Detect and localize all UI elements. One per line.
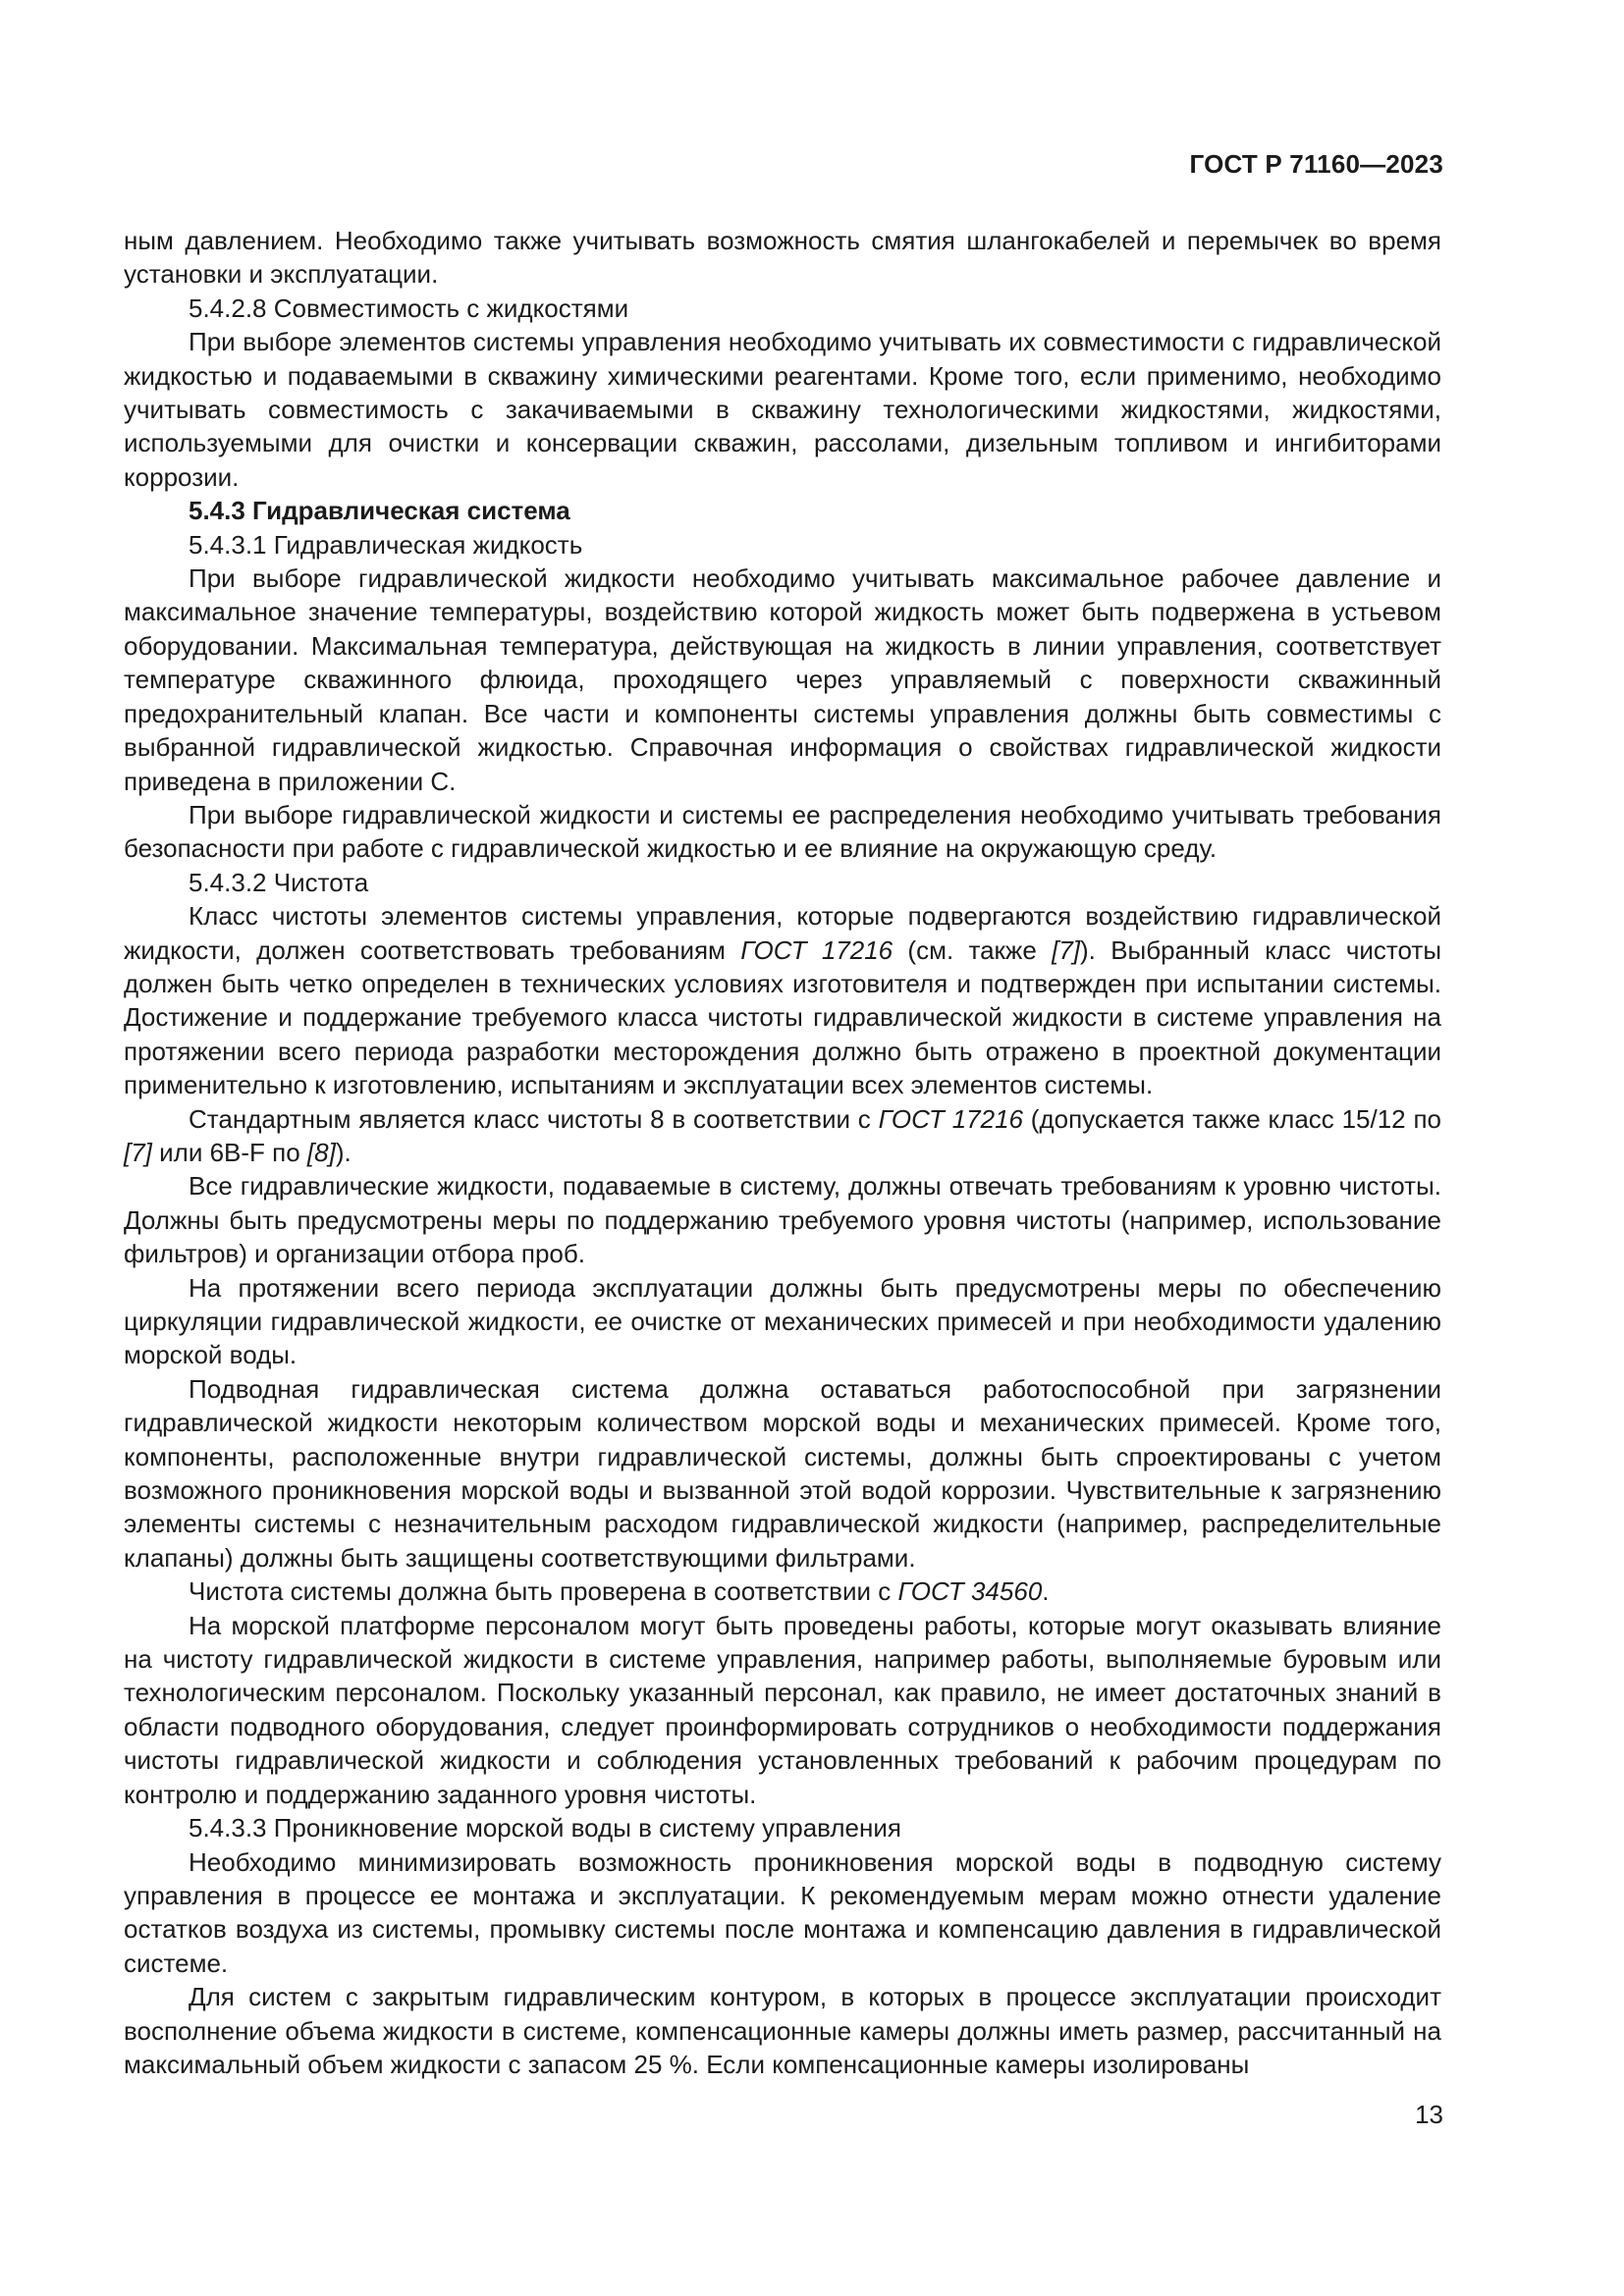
standard-reference: ГОСТ 17216 — [878, 1103, 1023, 1134]
paragraph-contamination: Подводная гидравлическая система должна оставаться работоспособной при загрязнении гидравлической жидкости некоторым количеством морской воды и механических примесей. Кроме того, компоненты, расположенные внутри гидравлической системы, должны быть спроектированы с учетом возможного проникновения морской воды и вызванной этой водой коррозии. Чувствительные к загрязнению элементы системы с незначительным расходом гидравлической жидкости (например, распределительные клапаны) должны быть защищены соответствующими фильтрами. — [124, 1373, 1441, 1573]
section-heading-5-4-3: 5.4.3 Гидравлическая система — [189, 496, 570, 526]
paragraph-standard-class — [124, 1102, 1441, 1170]
paragraph-text: . — [1042, 1576, 1050, 1607]
paragraph-fluid-requirements: Все гидравлические жидкости, подаваемые в систему, должны отвечать требованиям к уровню чистоты. Должны быть предусмотрены меры по поддержанию требуемого уровня чистоты (например, использование фильтров) и организации отбора проб. — [124, 1171, 1441, 1269]
paragraph-text: Класс чистоты элементов системы управления, которые подвергаются воздействию гидравлической жидкости, должен соответствовать требованиям — [124, 901, 1441, 965]
paragraph-closed-loop: Для систем с закрытым гидравлическим контуром, в которых в процессе эксплуатации происходит восполнение объема жидкости в системе, компенсационные камеры должны иметь размер, рассчитанный на максимальный объем жидкости с запасом 25 %. Если компенсационные камеры изолированы — [124, 1982, 1441, 2079]
bibliography-reference: [7] — [1052, 934, 1081, 965]
document-header: ГОСТ Р 71160—2023 — [1189, 149, 1443, 179]
bibliography-reference: [8] — [306, 1137, 336, 1167]
paragraph-safety-requirements: При выборе гидравлической жидкости и системы ее распределения необходимо учитывать требования безопасности при работе с гидравлической жидкостью и ее влияние на окружающую среду. — [124, 799, 1441, 864]
paragraph-circulation: На протяжении всего периода эксплуатации должны быть предусмотрены меры по обеспечению циркуляции гидравлической жидкости, ее очистке от механических примесей и при необходимости удалению морской воды. — [124, 1272, 1441, 1370]
standard-reference: ГОСТ 17216 — [740, 934, 893, 965]
section-heading-5-4-3-3: 5.4.3.3 Проникновение морской воды в систему управления — [189, 1813, 901, 1843]
standard-reference: ГОСТ 34560 — [897, 1576, 1043, 1607]
document-body — [124, 224, 1441, 2081]
paragraph-text: Стандартным является класс чистоты 8 в соответствии с — [189, 1103, 879, 1134]
bibliography-reference: [7] — [124, 1137, 152, 1167]
section-heading-5-4-3-1: 5.4.3.1 Гидравлическая жидкость — [189, 529, 583, 560]
paragraph-continuation: ным давлением. Необходимо также учитывать возможность смятия шлангокабелей и перемычек во время установки и эксплуатации. — [124, 226, 1441, 290]
paragraph-text: (см. также — [893, 934, 1053, 965]
page-number: 13 — [1415, 2100, 1443, 2129]
paragraph-text: или 6В-F по — [151, 1137, 307, 1167]
paragraph-text: (допускается также класс 15/12 по — [1023, 1103, 1441, 1134]
section-heading-5-4-3-2: 5.4.3.2 Чистота — [189, 867, 369, 897]
paragraph-compatibility: При выборе элементов системы управления необходимо учитывать их совместимости с гидравлической жидкостью и подаваемыми в скважину химическими реагентами. Кроме того, если применимо, необходимо учитывать совместимость с закачиваемыми в скважину технологическими жидкостями, жидкостями, используемыми для очистки и консервации скважин, рассолами, дизельным топливом и ингибиторами коррозии. — [124, 327, 1441, 492]
paragraph-text: ). Выбранный класс чистоты должен быть четко определен в технических условиях изготовителя и подтвержден при испытании системы. Достижение и поддержание требуемого класса чистоты гидравлической жидкости в системе управления на протяжении всего периода разработки месторождения должно быть отражено в проектной документации применительно к изготовлению, испытаниям и эксплуатации всех элементов системы. — [124, 934, 1442, 1100]
paragraph-text: Чистота системы должна быть проверена в соответствии с — [189, 1576, 898, 1607]
paragraph-hydraulic-fluid: При выборе гидравлической жидкости необходимо учитывать максимальное рабочее давление и максимальное значение температуры, воздействию которой жидкость может быть подвержена в устьевом оборудовании. Максимальная температура, действующая на жидкость в линии управления, соответствует температуре скважинного флюида, проходящего через управляемый с поверхности скважинный предохранительный клапан. Все части и компоненты системы управления должны быть совместимы с выбранной гидравлической жидкостью. Справочная информация о свойствах гидравлической жидкости приведена в приложении С. — [124, 563, 1441, 796]
paragraph-cleanliness-class — [124, 899, 1441, 1101]
paragraph-text: ). — [335, 1137, 352, 1167]
paragraph-platform-personnel: На морской платформе персоналом могут быть проведены работы, которые могут оказывать влияние на чистоту гидравлической жидкости в системе управления, например работы, выполняемые буровым или технологическим персоналом. Поскольку указанный персонал, как правило, не имеет достаточных знаний в области подводного оборудования, следует проинформировать сотрудников о необходимости поддержания чистоты гидравлической жидкости и соблюдения установленных требований к рабочим процедурам по контролю и поддержанию заданного уровня чистоты. — [124, 1610, 1441, 1809]
section-heading-5-4-2-8: 5.4.2.8 Совместимость с жидкостями — [189, 293, 629, 323]
paragraph-verification — [124, 1575, 1441, 1608]
paragraph-seawater-ingress: Необходимо минимизировать возможность проникновения морской воды в подводную систему управления в процессе ее монтажа и эксплуатации. К рекомендуемым мерам можно отнести удаление остатков воздуха из системы, промывку системы после монтажа и компенсацию давления в гидравлической системе. — [124, 1846, 1441, 1978]
